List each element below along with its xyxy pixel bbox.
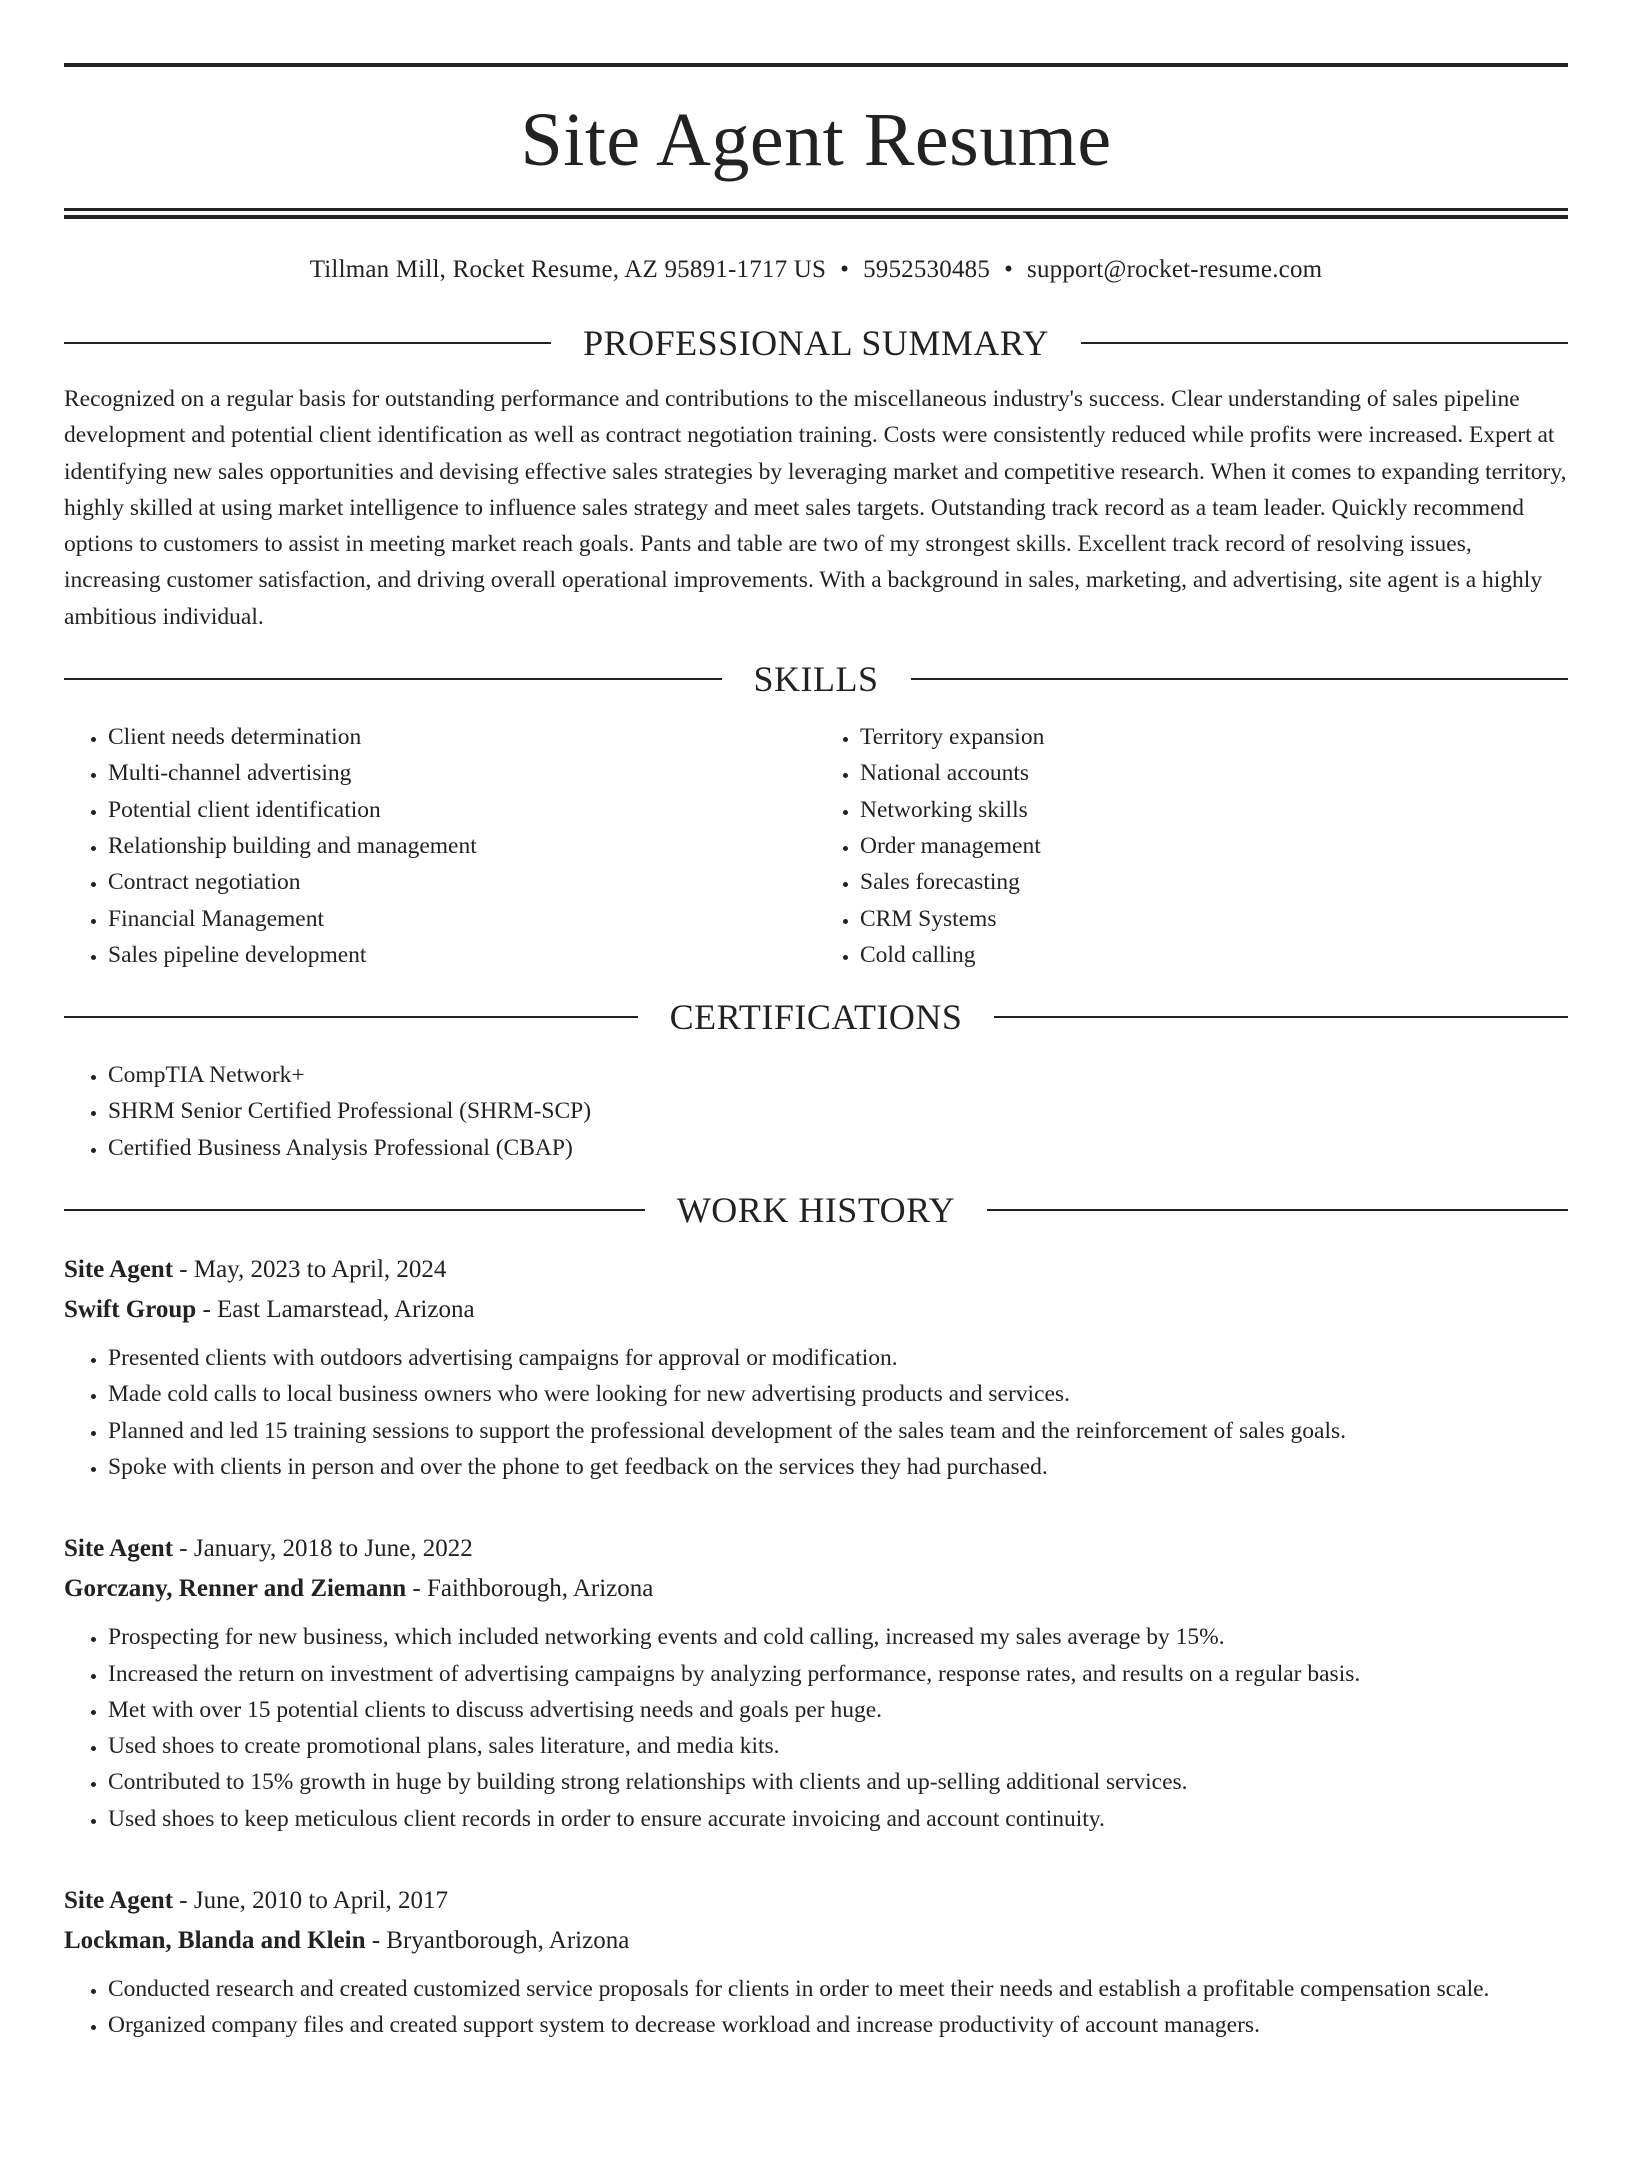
heading-rule [994,1016,1568,1018]
job-company: Swift Group [64,1296,197,1324]
job-bullet: • Used shoes to keep meticulous client records in order to ensure accurate invoicing and account continuity. [108,1801,1568,1837]
page-title: Site Agent Resume [520,98,1112,182]
summary-section-heading [64,321,1568,365]
heading-rule [911,678,1569,680]
skills-heading: SKILLS [753,659,879,700]
job-entry [64,1529,1568,1837]
job-title: Site Agent [64,1887,174,1915]
heading-rule [64,1016,638,1018]
contact-email: support@rocket-resume.com [1027,256,1323,283]
skill-item: • Sales pipeline development [108,937,816,973]
job-dates: - May, 2023 to April, 2024 [173,1256,447,1284]
certifications-section-heading [64,995,1568,1039]
resume-page [0,63,1632,2175]
skill-item: • Territory expansion [860,719,1568,755]
skill-item: • Multi-channel advertising [108,755,816,791]
job-location: - East Lamarstead, Arizona [196,1296,475,1324]
contact-separator: • [1004,256,1014,283]
job-entry [64,1250,1568,1485]
certification-item: • CompTIA Network+ [108,1057,1568,1093]
job-bullet: • Spoke with clients in person and over the phone to get feedback on the services they had purchased. [108,1449,1568,1485]
job-bullet: • Conducted research and created customized service proposals for clients in order to meet their needs and establish a profitable compensation scale. [108,1971,1568,2007]
top-rule [64,63,1568,67]
job-location: - Faithborough, Arizona [406,1575,654,1603]
job-location: - Bryantborough, Arizona [365,1927,630,1955]
skill-item: • Cold calling [860,937,1568,973]
summary-heading: PROFESSIONAL SUMMARY [583,323,1049,363]
skill-item: • Client needs determination [108,719,816,755]
work-section-heading [64,1188,1568,1232]
contact-line [64,255,1568,285]
job-company-line [64,1290,1568,1330]
contact-address: Tillman Mill, Rocket Resume, AZ 95891-1717 US [309,256,827,283]
certification-item: • SHRM Senior Certified Professional (SHRM-SCP) [108,1093,1568,1129]
skill-item: • CRM Systems [860,901,1568,937]
job-title: Site Agent [64,1256,174,1284]
job-bullet: • Planned and led 15 training sessions to support the professional development of the sales team and the reinforcement of sales goals. [108,1413,1568,1449]
skills-columns [64,719,1568,973]
heading-rule [987,1209,1568,1211]
job-dates: - January, 2018 to June, 2022 [173,1535,473,1563]
job-bullet: • Organized company files and created support system to decrease workload and increase productivity of account managers. [108,2007,1568,2043]
summary-text: Recognized on a regular basis for outstanding performance and contributions to the miscellaneous industry's success. Clear understanding of sales pipeline development and potential client identification as well as contract negotiation training. Costs were consistently reduced while profits were increased. Expert at identifying new sales opportunities and devising effective sales strategies by leveraging market and competitive research. When it comes to expanding territory, highly skilled at using market intelligence to influence sales strategy and meet sales targets. Outstanding track record as a team leader. Quickly recommend options to customers to assist in meeting market reach goals. Pants and table are two of my strongest skills. Excellent track record of resolving issues, increasing customer satisfaction, and driving overall operational improvements. With a background in sales, marketing, and advertising, site agent is a highly ambitious individual. [64,386,1567,630]
job-bullets [64,1971,1568,2044]
skill-item: • National accounts [860,755,1568,791]
job-dates: - June, 2010 to April, 2017 [173,1887,449,1915]
job-company-line [64,1569,1568,1609]
job-bullet: • Increased the return on investment of advertising campaigns by analyzing performance, response rates, and results on a regular basis. [108,1656,1568,1692]
job-bullet: • Prospecting for new business, which included networking events and cold calling, increased my sales average by 15%. [108,1619,1568,1655]
job-title-line [64,1529,1568,1569]
job-bullet: • Presented clients with outdoors advertising campaigns for approval or modification. [108,1340,1568,1376]
job-title-line [64,1250,1568,1290]
skill-item: • Order management [860,828,1568,864]
skill-item: • Relationship building and management [108,828,816,864]
job-title: Site Agent [64,1535,174,1563]
job-bullets [64,1619,1568,1837]
skills-list-right [816,719,1568,973]
job-title-line [64,1881,1568,1921]
certifications-list [64,1057,1568,1166]
skill-item: • Sales forecasting [860,864,1568,900]
job-bullet: • Contributed to 15% growth in huge by building strong relationships with clients and up-selling additional services. [108,1764,1568,1800]
skills-list-left [64,719,816,973]
heading-rule [64,678,722,680]
heading-rule [1081,342,1568,344]
job-company: Gorczany, Renner and Ziemann [64,1575,407,1603]
skill-item: • Financial Management [108,901,816,937]
job-bullet: • Used shoes to create promotional plans, sales literature, and media kits. [108,1728,1568,1764]
title-double-rule [64,208,1568,219]
job-entry [64,1881,1568,2044]
job-bullet: • Made cold calls to local business owners who were looking for new advertising products and services. [108,1376,1568,1412]
job-bullets [64,1340,1568,1485]
work-heading: WORK HISTORY [676,1190,956,1231]
skill-item: • Networking skills [860,792,1568,828]
skill-item: • Contract negotiation [108,864,816,900]
contact-separator: • [840,256,850,283]
skill-item: • Potential client identification [108,792,816,828]
contact-phone: 5952530485 [863,256,991,283]
skills-section-heading [64,657,1568,701]
job-company-line [64,1921,1568,1961]
heading-rule [64,342,551,344]
certifications-heading: CERTIFICATIONS [669,997,963,1038]
heading-rule [64,1209,645,1211]
job-company: Lockman, Blanda and Klein [64,1927,366,1955]
job-bullet: • Met with over 15 potential clients to discuss advertising needs and goals per huge. [108,1692,1568,1728]
certification-item: • Certified Business Analysis Professional (CBAP) [108,1130,1568,1166]
